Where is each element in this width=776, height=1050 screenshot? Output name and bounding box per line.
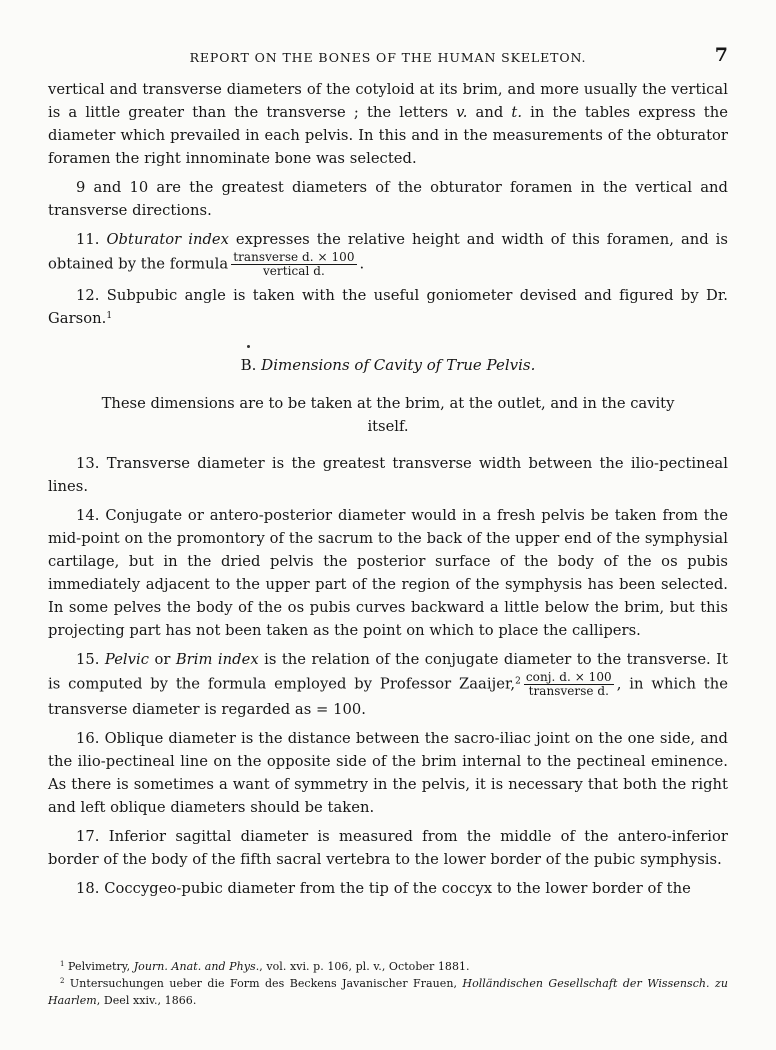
term-brim-index: Brim index (175, 651, 259, 668)
formula-numerator: conj. d. × 100 (525, 670, 612, 684)
paragraph-9-10: 9 and 10 are the greatest diameters of the obturator foramen in the vertical and transverse directions. (48, 179, 728, 219)
paragraph-18: 18. Coccygeo-pubic diameter from the tip of the coccyx to the lower border of the (76, 880, 691, 897)
formula-obturator-index (231, 251, 356, 278)
text: Untersuchungen ueber die Form des Beckens Javanischer Frauen, (64, 977, 463, 990)
ink-speck (247, 345, 250, 348)
paragraph-12 (48, 284, 728, 330)
text: . (359, 255, 365, 273)
page-header (48, 44, 728, 78)
paragraph-13: 13. Transverse diameter is the greatest transverse width between the ilio-pectineal lines. (48, 455, 728, 495)
letter-v: v. (456, 104, 468, 121)
formula-numerator: transverse d. × 100 (233, 250, 355, 264)
paragraph-14: 14. Conjugate or antero-posterior diameter would in a fresh pelvis be taken from the mid-point on the promontory of the sacrum to the back of the upper end of the symphysial cartilage, but in the dried pelvis the posterior surface of the body of the os pubis immediately adjacent to the upper part of the region of the symphysis has been selected. In some pelves the body of the os pubis curves backward a little below the brim, but this projecting part has not been taken as the point on which to place the callipers. (48, 507, 728, 639)
text: and (467, 104, 512, 121)
text: expresses the relative height and width of this foramen, and is obtained by the formula (48, 231, 728, 273)
formula-brim-index (524, 671, 614, 698)
journal-title: Holländischen Gesellschaft der Wissensch. zu Haarlem (48, 977, 728, 1007)
section-letter: B. (240, 356, 262, 374)
journal-title: Journ. Anat. and Phys. (133, 960, 260, 973)
item-number: 11. (76, 231, 107, 248)
page (48, 44, 728, 906)
paragraph-17: 17. Inferior sagittal diameter is measured from the middle of the antero-inferior border of the body of the fifth sacral vertebra to the lower border of the pubic symphysis. (48, 828, 728, 868)
footnote-mark: 2 (60, 977, 65, 985)
item-number: 15. (76, 651, 105, 668)
term-obturator-index: Obturator index (106, 231, 229, 248)
formula-denominator: transverse d. (528, 684, 610, 698)
section-title: Dimensions of Cavity of True Pelvis. (261, 356, 536, 374)
text: Pelvimetry, (64, 960, 134, 973)
footnote-mark: 1 (60, 960, 65, 968)
text: , in which the transverse diameter is regarded as = 100. (48, 675, 728, 718)
text: vertical and transverse diameters of the cotyloid at its brim, and more usually the vertical is a little greater than the transverse ; the letters (48, 81, 728, 121)
section-heading (48, 356, 728, 374)
paragraph-11 (48, 228, 728, 278)
text: or (149, 651, 176, 668)
footnotes (48, 958, 728, 1009)
formula-denominator: vertical d. (262, 264, 325, 278)
footnote-ref-1: 1 (106, 311, 113, 321)
paragraph-16: 16. Oblique diameter is the distance between the sacro-iliac joint on the one side, and the ilio-pectineal line on the opposite side of the brim internal to the pectineal eminence. As there is sometimes a want of symmetry in the pelvis, it is necessary that both the right and left oblique diameters should be taken. (48, 730, 728, 816)
letter-t: t. (511, 104, 523, 121)
text: is the relation of the conjugate diameter to the transverse. It is computed by the formula employed by Professor Zaaijer, (48, 651, 728, 693)
footnote-ref-2: 2 (515, 676, 521, 687)
page-number: 7 (714, 44, 728, 66)
section-intro: These dimensions are to be taken at the brim, at the outlet, and in the cavity itself. (101, 395, 675, 435)
paragraph-cotyloid (48, 78, 728, 170)
text: in the tables express the diameter which prevailed in each pelvis. In this and in the measurements of the obturator foramen the right innominate bone was selected. (48, 104, 728, 167)
text: , vol. xvi. p. 106, pl. v., October 1881. (259, 960, 470, 973)
running-title: REPORT ON THE BONES OF THE HUMAN SKELETON. (189, 50, 587, 65)
footnote-2 (48, 975, 728, 1009)
footnote-1 (48, 958, 728, 975)
text: , Deel xxiv., 1866. (96, 994, 197, 1007)
term-pelvic: Pelvic (104, 651, 150, 668)
text: 12. Subpubic angle is taken with the useful goniometer devised and figured by Dr. Garson. (48, 287, 728, 327)
paragraph-15 (48, 648, 728, 721)
